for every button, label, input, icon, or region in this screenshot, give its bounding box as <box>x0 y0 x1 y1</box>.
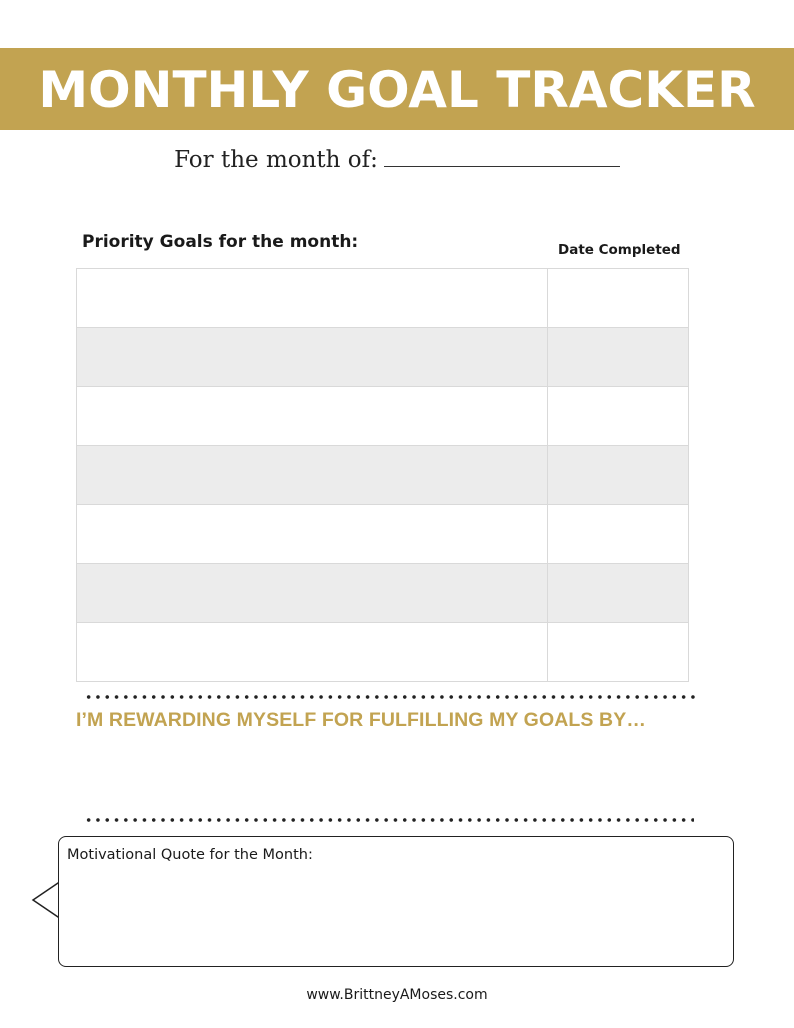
quote-label: Motivational Quote for the Month: <box>67 847 313 863</box>
month-blank-line[interactable] <box>384 146 620 167</box>
dotted-divider-top <box>84 693 698 701</box>
table-row <box>77 623 688 681</box>
footer-website: www.BrittneyAMoses.com <box>306 987 488 1003</box>
date-cell[interactable] <box>548 328 688 386</box>
table-row <box>77 446 688 505</box>
goal-cell[interactable] <box>77 623 548 681</box>
goal-cell[interactable] <box>77 446 548 504</box>
date-completed-label: Date Completed <box>558 242 681 258</box>
table-row <box>77 269 688 328</box>
table-row <box>77 505 688 564</box>
date-cell[interactable] <box>548 623 688 681</box>
goal-cell[interactable] <box>77 269 548 327</box>
date-cell[interactable] <box>548 269 688 327</box>
goal-cell[interactable] <box>77 505 548 563</box>
speech-bubble-tail-icon <box>31 880 61 920</box>
page-title: MONTHLY GOAL TRACKER <box>38 61 756 119</box>
goal-cell[interactable] <box>77 328 548 386</box>
month-field <box>0 146 794 173</box>
quote-box[interactable] <box>58 836 734 967</box>
title-banner <box>0 48 794 130</box>
date-cell[interactable] <box>548 564 688 622</box>
reward-heading: I’M REWARDING MYSELF FOR FULFILLING MY GOALS BY… <box>76 709 646 731</box>
month-label: For the month of: <box>174 147 378 173</box>
date-cell[interactable] <box>548 387 688 445</box>
goal-cell[interactable] <box>77 387 548 445</box>
date-cell[interactable] <box>548 505 688 563</box>
goals-table <box>76 268 689 682</box>
table-row <box>77 328 688 387</box>
date-cell[interactable] <box>548 446 688 504</box>
table-row <box>77 564 688 623</box>
dotted-divider-bottom <box>84 816 694 824</box>
priority-goals-label: Priority Goals for the month: <box>82 232 359 252</box>
table-row <box>77 387 688 446</box>
goal-cell[interactable] <box>77 564 548 622</box>
